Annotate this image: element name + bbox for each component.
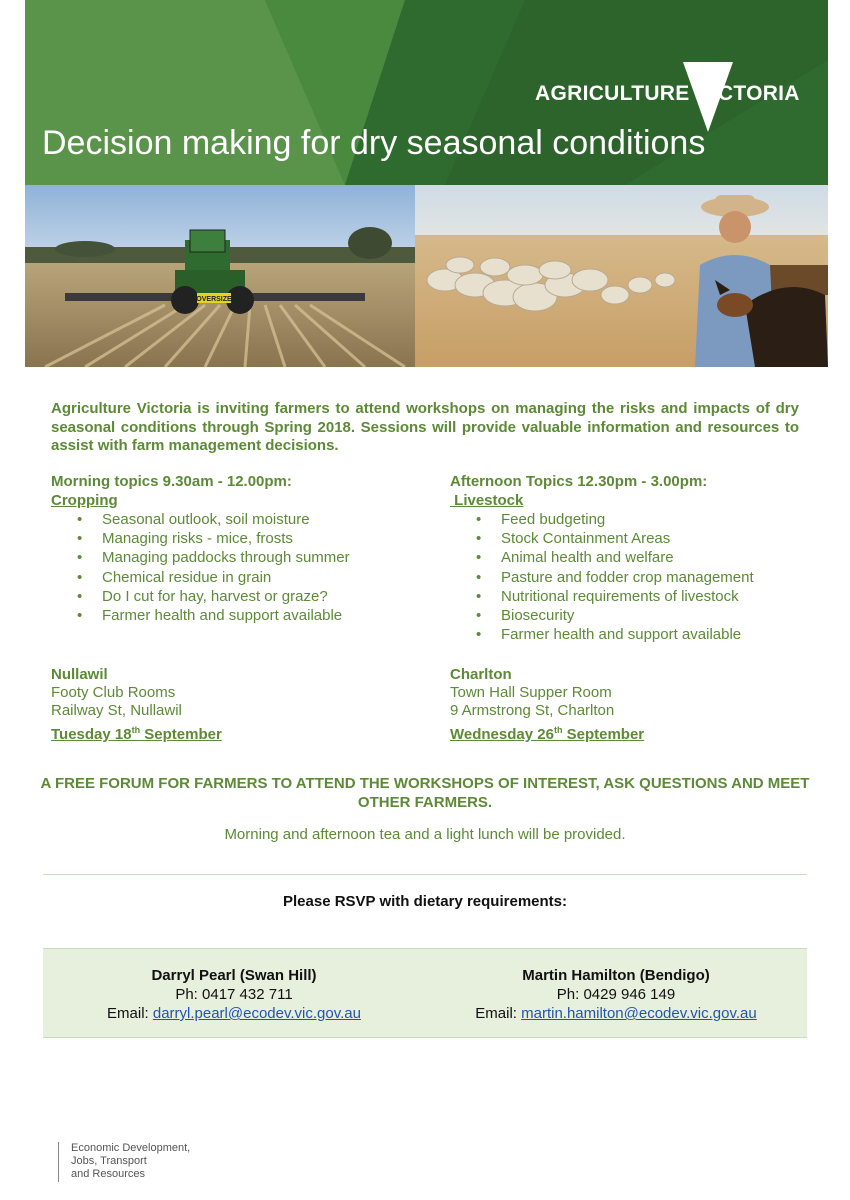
venue-date-month: September [140, 725, 222, 743]
morning-topic-list [51, 510, 421, 625]
footer-department-logo [58, 1142, 190, 1182]
footer-line: and Resources [71, 1168, 145, 1180]
header-banner [25, 0, 828, 185]
divider [43, 874, 807, 875]
email-link[interactable]: darryl.pearl@ecodev.vic.gov.au [152, 1005, 361, 1022]
afternoon-topics [450, 472, 820, 644]
venue-date-month: September [562, 725, 645, 743]
contact-phone: Ph: 0417 432 711 [175, 986, 293, 1003]
venue-place: Town Hall Supper Room [450, 684, 612, 702]
afternoon-subheading: Livestock [450, 492, 524, 509]
contact-phone: Ph: 0429 946 149 [556, 986, 676, 1003]
morning-heading: Morning topics 9.30am - 12.00pm: [51, 473, 292, 490]
email-label: Email: [107, 1005, 153, 1022]
venue-date-suffix: th [553, 724, 563, 735]
venue-date-suffix: th [131, 724, 141, 735]
email-link[interactable]: martin.hamilton@ecodev.vic.gov.au [521, 1005, 757, 1022]
list-item: • Do I cut for hay, harvest or graze? [51, 587, 421, 606]
contact-email-line [425, 1004, 807, 1023]
list-item: • Farmer health and support available [450, 625, 820, 644]
venue-name: Nullawil [51, 666, 108, 683]
contact-name: Darryl Pearl (Swan Hill) [151, 967, 317, 984]
intro-paragraph: Agriculture Victoria is inviting farmers to attend workshops on managing the risks and impacts of dry seasonal conditions through Spring 2018. Sessions will provide valuable information and resources to assist with farm management decisions. [51, 400, 799, 454]
list-item: • Managing paddocks through summer [51, 548, 421, 567]
morning-topics [51, 472, 421, 625]
tractor-photo [25, 185, 415, 367]
venue-date-day: Tuesday 18 [51, 725, 132, 743]
list-item: • Managing risks - mice, frosts [51, 529, 421, 548]
venue-name: Charlton [450, 666, 512, 683]
list-item: • Feed budgeting [450, 510, 820, 529]
logo-word-victoria: ICTORIA [711, 82, 800, 105]
venue-charlton [450, 666, 800, 744]
catering-note: Morning and afternoon tea and a light lunch will be provided. [224, 826, 626, 843]
venue-nullawil [51, 666, 401, 744]
list-item: • Seasonal outlook, soil moisture [51, 510, 421, 529]
free-forum-notice: A FREE FORUM FOR FARMERS TO ATTEND THE WORKSHOPS OF INTEREST, ASK QUESTIONS AND MEET OTHER FARMERS. [40, 775, 810, 811]
logo-wordmark [535, 82, 800, 106]
list-item: • Nutritional requirements of livestock [450, 587, 820, 606]
logo-word-agriculture: AGRICULTURE [535, 82, 690, 105]
afternoon-heading: Afternoon Topics 12.30pm - 3.00pm: [450, 473, 708, 490]
list-item: • Pasture and fodder crop management [450, 568, 820, 587]
photo-strip [25, 185, 828, 367]
venue-date-day: Wednesday 26 [450, 725, 554, 743]
venue-date [450, 721, 800, 744]
venue-address: Railway St, Nullawil [51, 702, 182, 720]
contact-darryl-pearl [43, 966, 425, 1023]
contact-name: Martin Hamilton (Bendigo) [522, 967, 710, 984]
contact-martin-hamilton [425, 966, 807, 1023]
morning-subheading: Cropping [51, 492, 118, 509]
email-label: Email: [475, 1005, 522, 1022]
venue-address: 9 Armstrong St, Charlton [450, 702, 615, 720]
list-item: • Stock Containment Areas [450, 529, 820, 548]
oversize-sign: OVERSIZE [196, 296, 232, 303]
farmer-sheep-photo [415, 185, 828, 367]
footer-line: Economic Development, [71, 1142, 191, 1154]
page-title: Decision making for dry seasonal conditions [42, 124, 706, 162]
list-item: • Biosecurity [450, 606, 820, 625]
list-item: • Animal health and welfare [450, 548, 820, 567]
list-item: • Farmer health and support available [51, 606, 421, 625]
footer-line: Jobs, Transport [71, 1155, 147, 1167]
afternoon-topic-list [450, 510, 820, 644]
rsvp-heading: Please RSVP with dietary requirements: [283, 893, 567, 910]
venue-date [51, 721, 401, 744]
venue-place: Footy Club Rooms [51, 684, 176, 702]
list-item: • Chemical residue in grain [51, 568, 421, 587]
contact-email-line [43, 1004, 425, 1023]
contacts-panel [43, 948, 807, 1038]
